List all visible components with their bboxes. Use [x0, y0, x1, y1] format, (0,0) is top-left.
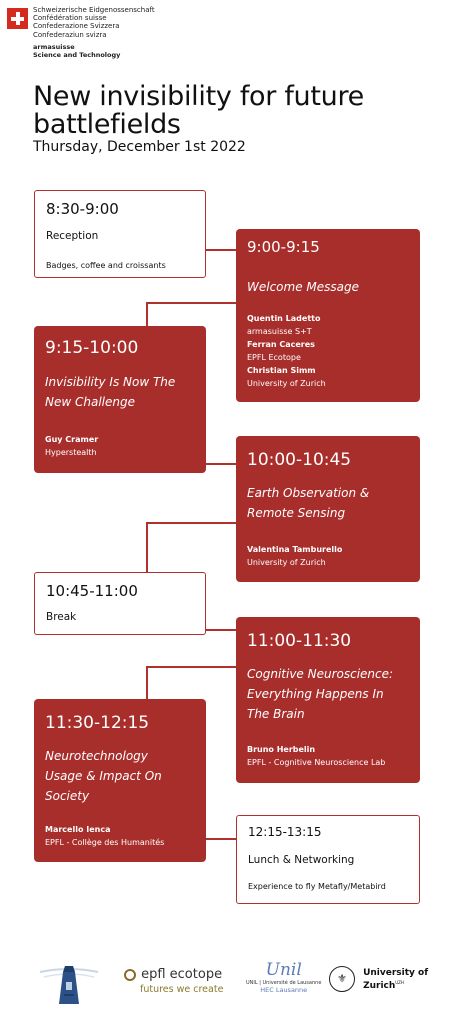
- session-time: 9:00-9:15: [247, 238, 320, 256]
- speaker-name: Marcello Ienca: [45, 825, 111, 834]
- session-title-line: Usage & Impact On: [45, 769, 162, 783]
- timeline-connector: [146, 522, 148, 572]
- session-card-welcome: [236, 229, 420, 402]
- session-time: 10:00-10:45: [247, 450, 352, 470]
- session-time: 11:30-12:15: [45, 713, 150, 733]
- timeline-connector: [205, 629, 237, 631]
- speaker-list: [247, 312, 326, 390]
- speaker-list: [45, 433, 98, 459]
- department-name: [33, 43, 120, 59]
- session-title: [45, 372, 175, 412]
- session-time: 9:15-10:00: [45, 338, 139, 358]
- speaker-affiliation: Hyperstealth: [45, 448, 97, 457]
- speaker-name: Christian Simm: [247, 366, 316, 375]
- session-card-lunch: [236, 815, 420, 904]
- session-title-line: New Challenge: [45, 395, 135, 409]
- session-title-line: Cognitive Neuroscience:: [247, 667, 394, 681]
- unil-script: Unil: [265, 960, 302, 980]
- unil-name: UNIL | Université de Lausanne: [246, 980, 322, 986]
- government-name: [33, 6, 155, 39]
- speaker-name: Guy Cramer: [45, 435, 99, 444]
- gov-line-it: Confederazione Svizzera: [33, 22, 120, 31]
- session-card-earth-observation: [236, 436, 420, 582]
- speaker-name: Valentina Tamburello: [247, 545, 343, 554]
- speaker-affiliation: EPFL - Cognitive Neuroscience Lab: [247, 758, 386, 767]
- uzh-line-2: Zurich: [363, 980, 396, 991]
- session-time: 8:30-9:00: [46, 200, 119, 218]
- timeline-connector: [146, 666, 148, 699]
- timeline-connector: [146, 522, 237, 524]
- session-title: Reception: [46, 230, 99, 242]
- session-card-neurotechnology: [34, 699, 206, 862]
- event-date: Thursday, December 1st 2022: [33, 139, 246, 155]
- dept-subtitle: Science and Technology: [33, 51, 121, 59]
- session-description: Experience to fly Metafly/Metabird: [248, 882, 386, 891]
- session-card-reception: [34, 190, 206, 278]
- lighthouse-logo-icon: [38, 958, 100, 1006]
- speaker-affiliation: armasuisse S+T: [247, 327, 312, 336]
- ecotope-mark-icon: [124, 969, 136, 981]
- speaker-list: [247, 543, 342, 569]
- session-title: [247, 664, 393, 724]
- gov-line-de: Schweizerische Eidgenossenschaft: [33, 6, 155, 14]
- session-title: Break: [46, 611, 77, 623]
- uzh-logo: [329, 966, 428, 992]
- speaker-name: Ferran Caceres: [247, 340, 315, 349]
- dept-name: armasuisse: [33, 43, 75, 51]
- session-title-line: Earth Observation &: [247, 486, 370, 500]
- epfl-ecotope-logo: [124, 964, 223, 995]
- unil-hec-logo: [246, 960, 321, 994]
- gov-line-fr: Confédération suisse: [33, 14, 107, 23]
- gov-line-rm: Confederaziun svizra: [33, 30, 107, 39]
- timeline-connector: [146, 302, 148, 326]
- timeline-connector: [146, 302, 237, 304]
- session-card-invisibility: [34, 326, 206, 473]
- session-card-cognitive-neuroscience: [236, 617, 420, 783]
- timeline-connector: [146, 666, 237, 668]
- speaker-list: [247, 743, 385, 769]
- session-title: [247, 483, 369, 523]
- session-card-break: [34, 572, 206, 635]
- speaker-affiliation: EPFL - Collège des Humanités: [45, 838, 165, 847]
- epfl-tagline: futures we create: [140, 984, 224, 995]
- speaker-affiliation: EPFL Ecotope: [247, 353, 301, 362]
- timeline-connector: [205, 249, 237, 251]
- timeline-connector: [205, 838, 237, 840]
- session-title-line: The Brain: [247, 707, 305, 721]
- speaker-affiliation: University of Zurich: [247, 558, 326, 567]
- hec-name: HEC Lausanne: [260, 986, 308, 994]
- speaker-name: Bruno Herbelin: [247, 745, 316, 754]
- session-title-line: Society: [45, 789, 90, 803]
- session-time: 11:00-11:30: [247, 631, 352, 651]
- uzh-sup: UZH: [395, 979, 404, 985]
- session-title: [45, 746, 162, 806]
- timeline-connector: [205, 463, 237, 465]
- session-title-line: Neurotechnology: [45, 749, 148, 763]
- speaker-affiliation: University of Zurich: [247, 379, 326, 388]
- event-title: New invisibility for future battlefields: [33, 81, 364, 140]
- session-time: 10:45-11:00: [46, 582, 138, 600]
- session-title: Welcome Message: [247, 280, 360, 294]
- session-title-line: Remote Sensing: [247, 506, 346, 520]
- epfl-wordmark: epfl ecotope: [141, 967, 223, 982]
- session-description: Badges, coffee and croissants: [46, 261, 166, 270]
- uzh-wordmark: [363, 968, 428, 991]
- session-title-line: Everything Happens In: [247, 687, 384, 701]
- session-title: Lunch & Networking: [248, 854, 355, 866]
- uzh-line-1: University of: [363, 967, 429, 978]
- uzh-seal-icon: ⚜: [329, 966, 355, 992]
- speaker-list: [45, 823, 164, 849]
- session-time: 12:15-13:15: [248, 825, 322, 839]
- swiss-flag-icon: [7, 8, 28, 29]
- speaker-name: Quentin Ladetto: [247, 314, 321, 323]
- session-title-line: Invisibility Is Now The: [45, 375, 176, 389]
